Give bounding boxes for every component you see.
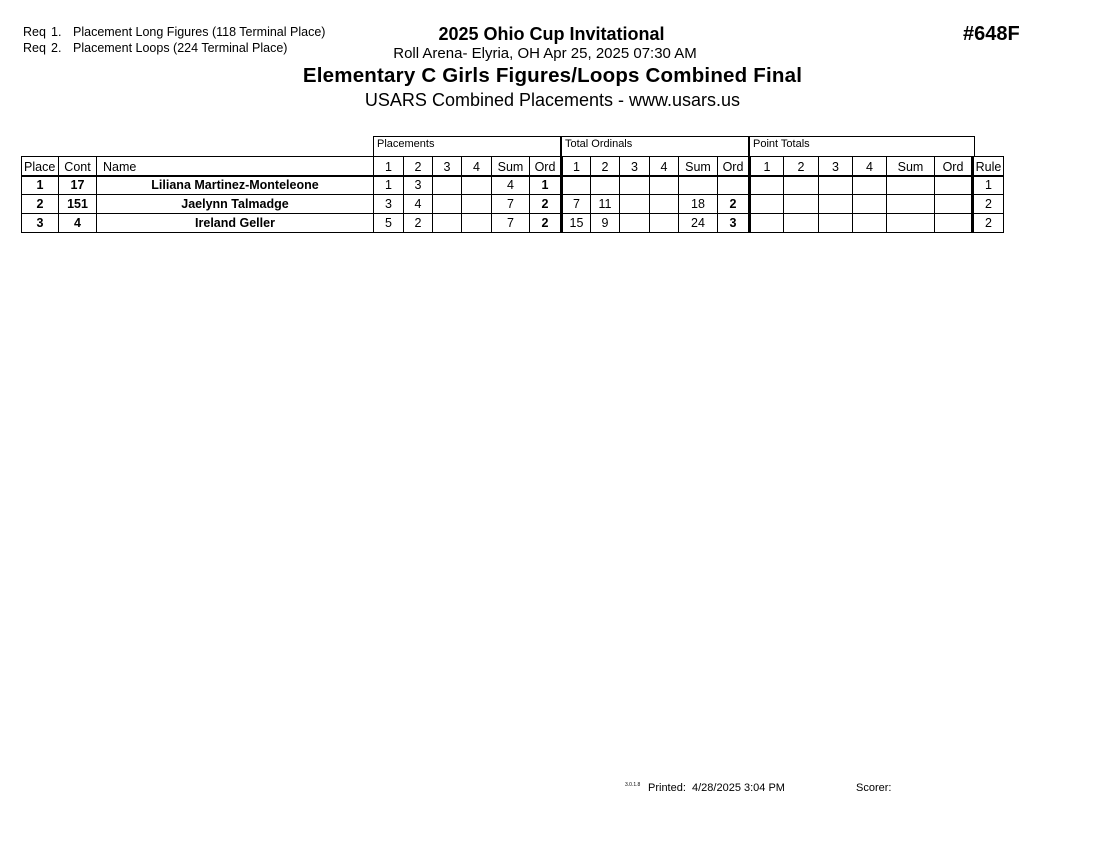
cell-cont: 151 xyxy=(59,195,97,214)
col-placement-1: 1 xyxy=(374,157,404,176)
cell-name: Jaelynn Talmadge xyxy=(97,195,374,214)
col-points-sum: Sum xyxy=(887,157,935,176)
cell-ordinal-ord: 2 xyxy=(718,195,750,214)
cell-ordinal-4 xyxy=(650,214,679,233)
cell-placement-3 xyxy=(433,176,462,195)
results-table xyxy=(21,156,1004,233)
cell-ordinal-sum: 24 xyxy=(679,214,718,233)
requirement-1: Req 1. Placement Long Figures (118 Terminal Place) xyxy=(23,25,326,39)
cell-ordinal-1: 15 xyxy=(562,214,591,233)
cell-ordinal-3 xyxy=(620,176,650,195)
group-point-totals: Point Totals xyxy=(749,136,975,157)
table-row xyxy=(22,195,1004,214)
cell-placement-ord: 2 xyxy=(530,195,562,214)
cell-ordinal-2: 11 xyxy=(591,195,620,214)
event-title: 2025 Ohio Cup Invitational xyxy=(438,24,665,44)
cell-placement-4 xyxy=(462,195,492,214)
col-ordinal-3: 3 xyxy=(620,157,650,176)
requirement-2: Req 2. Placement Loops (224 Terminal Place) xyxy=(23,41,288,55)
cell-points-sum xyxy=(887,214,935,233)
cell-ordinal-3 xyxy=(620,214,650,233)
cell-placement-1: 1 xyxy=(374,176,404,195)
cell-points-4 xyxy=(853,214,887,233)
cell-points-ord xyxy=(935,214,973,233)
col-placement-3: 3 xyxy=(433,157,462,176)
col-points-2: 2 xyxy=(784,157,819,176)
printed-timestamp: 4/28/2025 3:04 PM xyxy=(692,782,785,794)
col-placement-ord: Ord xyxy=(530,157,562,176)
cell-placement-ord: 1 xyxy=(530,176,562,195)
cell-placement-3 xyxy=(433,195,462,214)
cell-points-sum xyxy=(887,195,935,214)
cell-ordinal-1 xyxy=(562,176,591,195)
cell-place: 1 xyxy=(22,176,59,195)
col-placement-4: 4 xyxy=(462,157,492,176)
cell-ordinal-sum xyxy=(679,176,718,195)
cell-placement-2: 4 xyxy=(404,195,433,214)
group-placements: Placements xyxy=(373,136,561,157)
scorer-label: Scorer: xyxy=(856,782,892,794)
col-placement-2: 2 xyxy=(404,157,433,176)
cell-rule: 1 xyxy=(973,176,1004,195)
col-place: Place xyxy=(22,157,59,176)
table-header-row xyxy=(22,157,1004,176)
cell-placement-sum: 7 xyxy=(492,195,530,214)
col-ordinal-1: 1 xyxy=(562,157,591,176)
software-version: 3.0.1.8 xyxy=(625,782,641,788)
col-points-1: 1 xyxy=(750,157,784,176)
cell-place: 3 xyxy=(22,214,59,233)
cell-points-1 xyxy=(750,195,784,214)
cell-placement-1: 5 xyxy=(374,214,404,233)
cell-name: Ireland Geller xyxy=(97,214,374,233)
col-name: Name xyxy=(97,157,374,176)
cell-placement-1: 3 xyxy=(374,195,404,214)
cell-placement-2: 3 xyxy=(404,176,433,195)
cell-points-3 xyxy=(819,176,853,195)
cell-ordinal-4 xyxy=(650,176,679,195)
cell-placement-4 xyxy=(462,176,492,195)
cell-points-4 xyxy=(853,195,887,214)
cell-points-3 xyxy=(819,195,853,214)
cell-ordinal-ord: 3 xyxy=(718,214,750,233)
cell-points-2 xyxy=(784,195,819,214)
page-subtitle: USARS Combined Placements - www.usars.us xyxy=(364,90,741,110)
printed-label: Printed: xyxy=(648,782,686,794)
cell-points-4 xyxy=(853,176,887,195)
col-ordinal-ord: Ord xyxy=(718,157,750,176)
cell-ordinal-2: 9 xyxy=(591,214,620,233)
table-row xyxy=(22,214,1004,233)
competition-title: Elementary C Girls Figures/Loops Combined Final xyxy=(302,64,803,87)
col-points-ord: Ord xyxy=(935,157,973,176)
group-total-ordinals: Total Ordinals xyxy=(561,136,749,157)
col-rule: Rule xyxy=(973,157,1004,176)
cell-points-1 xyxy=(750,214,784,233)
cell-placement-3 xyxy=(433,214,462,233)
cell-ordinal-4 xyxy=(650,195,679,214)
col-placement-sum: Sum xyxy=(492,157,530,176)
cell-placement-sum: 7 xyxy=(492,214,530,233)
cell-placement-4 xyxy=(462,214,492,233)
cell-points-sum xyxy=(887,176,935,195)
col-cont: Cont xyxy=(59,157,97,176)
cell-points-2 xyxy=(784,214,819,233)
col-points-3: 3 xyxy=(819,157,853,176)
cell-rule: 2 xyxy=(973,214,1004,233)
cell-ordinal-3 xyxy=(620,195,650,214)
cell-placement-2: 2 xyxy=(404,214,433,233)
cell-points-1 xyxy=(750,176,784,195)
cell-placement-sum: 4 xyxy=(492,176,530,195)
cell-points-2 xyxy=(784,176,819,195)
event-location: Roll Arena- Elyria, OH Apr 25, 2025 07:30 AM xyxy=(393,45,697,62)
col-ordinal-sum: Sum xyxy=(679,157,718,176)
col-ordinal-2: 2 xyxy=(591,157,620,176)
cell-ordinal-2 xyxy=(591,176,620,195)
cell-ordinal-sum: 18 xyxy=(679,195,718,214)
cell-name: Liliana Martinez-Monteleone xyxy=(97,176,374,195)
cell-ordinal-ord xyxy=(718,176,750,195)
cell-points-ord xyxy=(935,176,973,195)
table-row xyxy=(22,176,1004,195)
cell-placement-ord: 2 xyxy=(530,214,562,233)
col-ordinal-4: 4 xyxy=(650,157,679,176)
cell-points-ord xyxy=(935,195,973,214)
cell-rule: 2 xyxy=(973,195,1004,214)
cell-ordinal-1: 7 xyxy=(562,195,591,214)
cell-points-3 xyxy=(819,214,853,233)
cell-cont: 4 xyxy=(59,214,97,233)
cell-cont: 17 xyxy=(59,176,97,195)
col-points-4: 4 xyxy=(853,157,887,176)
cell-place: 2 xyxy=(22,195,59,214)
event-number: #648F xyxy=(963,23,1020,45)
